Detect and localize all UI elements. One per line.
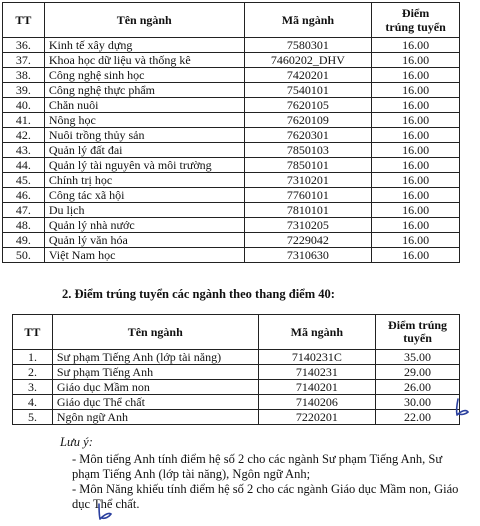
cell-score: 22.00 <box>376 410 460 425</box>
cell-code: 7229042 <box>244 233 372 248</box>
table-header-row <box>3 3 460 38</box>
table-row <box>3 128 460 143</box>
table-row <box>3 83 460 98</box>
table-row <box>3 68 460 83</box>
cell-tt: 36. <box>3 38 45 53</box>
cell-score: 16.00 <box>372 188 460 203</box>
cell-name: Việt Nam học <box>44 248 244 263</box>
cell-score: 16.00 <box>372 248 460 263</box>
cell-tt: 49. <box>3 233 45 248</box>
cell-tt: 43. <box>3 143 45 158</box>
cell-code: 7460202_DHV <box>244 53 372 68</box>
notes-title: Lưu ý: <box>60 435 93 449</box>
header-score-line2: tuyển <box>403 331 432 345</box>
cell-tt: 37. <box>3 53 45 68</box>
cell-tt: 38. <box>3 68 45 83</box>
cell-score: 16.00 <box>372 203 460 218</box>
cell-tt: 42. <box>3 128 45 143</box>
cell-name: Kinh tế xây dựng <box>44 38 244 53</box>
cell-name: Chính trị học <box>44 173 244 188</box>
table-row <box>3 203 460 218</box>
cell-tt: 45. <box>3 173 45 188</box>
cell-score: 16.00 <box>372 98 460 113</box>
cell-code: 7620301 <box>244 128 372 143</box>
cell-code: 7310205 <box>244 218 372 233</box>
cell-code: 7540101 <box>244 83 372 98</box>
cell-name: Quản lý nhà nước <box>44 218 244 233</box>
cell-code: 7810101 <box>244 203 372 218</box>
header-score-line1: Điểm <box>401 6 430 20</box>
cell-tt: 47. <box>3 203 45 218</box>
cell-code: 7220201 <box>258 410 376 425</box>
cell-code: 7420201 <box>244 68 372 83</box>
cell-name: Sư phạm Tiếng Anh (lớp tài năng) <box>52 350 258 365</box>
cell-code: 7850103 <box>244 143 372 158</box>
table-row <box>3 53 460 68</box>
cell-score: 16.00 <box>372 83 460 98</box>
note-aptitude-coefficient: - Môn Năng khiếu tính điểm hệ số 2 cho các ngành Giáo dục Mầm non, Giáo dục Thể chất. <box>72 482 459 511</box>
cell-tt: 4. <box>13 395 53 410</box>
cell-score: 16.00 <box>372 158 460 173</box>
cell-score: 16.00 <box>372 233 460 248</box>
cell-code: 7140201 <box>258 380 376 395</box>
scores-table-part1 <box>2 2 460 263</box>
cell-tt: 1. <box>13 350 53 365</box>
table-row <box>3 233 460 248</box>
table-row <box>3 218 460 233</box>
cell-tt: 5. <box>13 410 53 425</box>
cell-name: Quản lý tài nguyên và môi trường <box>44 158 244 173</box>
cell-name: Giáo dục Mầm non <box>52 380 258 395</box>
cell-score: 16.00 <box>372 143 460 158</box>
cell-name: Chăn nuôi <box>44 98 244 113</box>
cell-score: 16.00 <box>372 68 460 83</box>
table-row <box>13 350 460 365</box>
cell-score: 26.00 <box>376 380 460 395</box>
note-english-coefficient: - Môn tiếng Anh tính điểm hệ số 2 cho các ngành Sư phạm Tiếng Anh, Sư phạm Tiếng Anh (lớp tài năng), Ngôn ngữ Anh; <box>72 452 443 481</box>
cell-score: 29.00 <box>376 365 460 380</box>
cell-score: 16.00 <box>372 218 460 233</box>
header-score-line2: trúng tuyển <box>385 20 446 34</box>
cell-name: Nuôi trồng thủy sản <box>44 128 244 143</box>
table-row <box>13 365 460 380</box>
cell-tt: 48. <box>3 218 45 233</box>
cell-tt: 46. <box>3 188 45 203</box>
cell-score: 16.00 <box>372 128 460 143</box>
table-row <box>3 248 460 263</box>
header-score <box>372 3 460 38</box>
cell-name: Giáo dục Thể chất <box>52 395 258 410</box>
cell-name: Ngôn ngữ Anh <box>52 410 258 425</box>
table-row <box>13 410 460 425</box>
cell-code: 7850101 <box>244 158 372 173</box>
header-code: Mã ngành <box>258 315 376 350</box>
cell-code: 7310630 <box>244 248 372 263</box>
handwritten-initial-mark-icon <box>94 500 116 522</box>
cell-score: 16.00 <box>372 113 460 128</box>
cell-code: 7140206 <box>258 395 376 410</box>
cell-code: 7580301 <box>244 38 372 53</box>
cell-name: Công nghệ thực phẩm <box>44 83 244 98</box>
cell-score: 35.00 <box>376 350 460 365</box>
cell-score: 16.00 <box>372 53 460 68</box>
header-score-line1: Điểm trúng <box>388 318 448 332</box>
table-row <box>13 395 460 410</box>
cell-name: Quản lý văn hóa <box>44 233 244 248</box>
cell-name: Quản lý đất đai <box>44 143 244 158</box>
cell-name: Nông học <box>44 113 244 128</box>
cell-tt: 40. <box>3 98 45 113</box>
cell-code: 7620109 <box>244 113 372 128</box>
table-row <box>3 38 460 53</box>
handwritten-initial-mark-icon <box>452 396 474 418</box>
header-tt: TT <box>13 315 53 350</box>
table-row <box>3 98 460 113</box>
cell-tt: 39. <box>3 83 45 98</box>
cell-name: Công nghệ sinh học <box>44 68 244 83</box>
cell-code: 7310201 <box>244 173 372 188</box>
header-score <box>376 315 460 350</box>
header-name: Tên ngành <box>44 3 244 38</box>
section-2-title: 2. Điểm trúng tuyển các ngành theo thang điểm 40: <box>62 287 335 301</box>
cell-tt: 41. <box>3 113 45 128</box>
table-row <box>3 173 460 188</box>
header-tt: TT <box>3 3 45 38</box>
header-code: Mã ngành <box>244 3 372 38</box>
header-name: Tên ngành <box>52 315 258 350</box>
cell-tt: 2. <box>13 365 53 380</box>
cell-name: Sư phạm Tiếng Anh <box>52 365 258 380</box>
table-row <box>3 113 460 128</box>
cell-tt: 3. <box>13 380 53 395</box>
cell-name: Du lịch <box>44 203 244 218</box>
table-header-row <box>13 315 460 350</box>
table-row <box>3 188 460 203</box>
cell-score: 16.00 <box>372 173 460 188</box>
table-row <box>3 158 460 173</box>
cell-code: 7140231 <box>258 365 376 380</box>
scores-table-part2 <box>12 314 460 425</box>
notes-section <box>60 435 470 512</box>
cell-name: Công tác xã hội <box>44 188 244 203</box>
cell-code: 7620105 <box>244 98 372 113</box>
cell-score: 16.00 <box>372 38 460 53</box>
cell-code: 7140231C <box>258 350 376 365</box>
cell-tt: 50. <box>3 248 45 263</box>
cell-name: Khoa học dữ liệu và thống kê <box>44 53 244 68</box>
cell-tt: 44. <box>3 158 45 173</box>
table-row <box>13 380 460 395</box>
cell-score: 30.00 <box>376 395 460 410</box>
table-row <box>3 143 460 158</box>
cell-code: 7760101 <box>244 188 372 203</box>
